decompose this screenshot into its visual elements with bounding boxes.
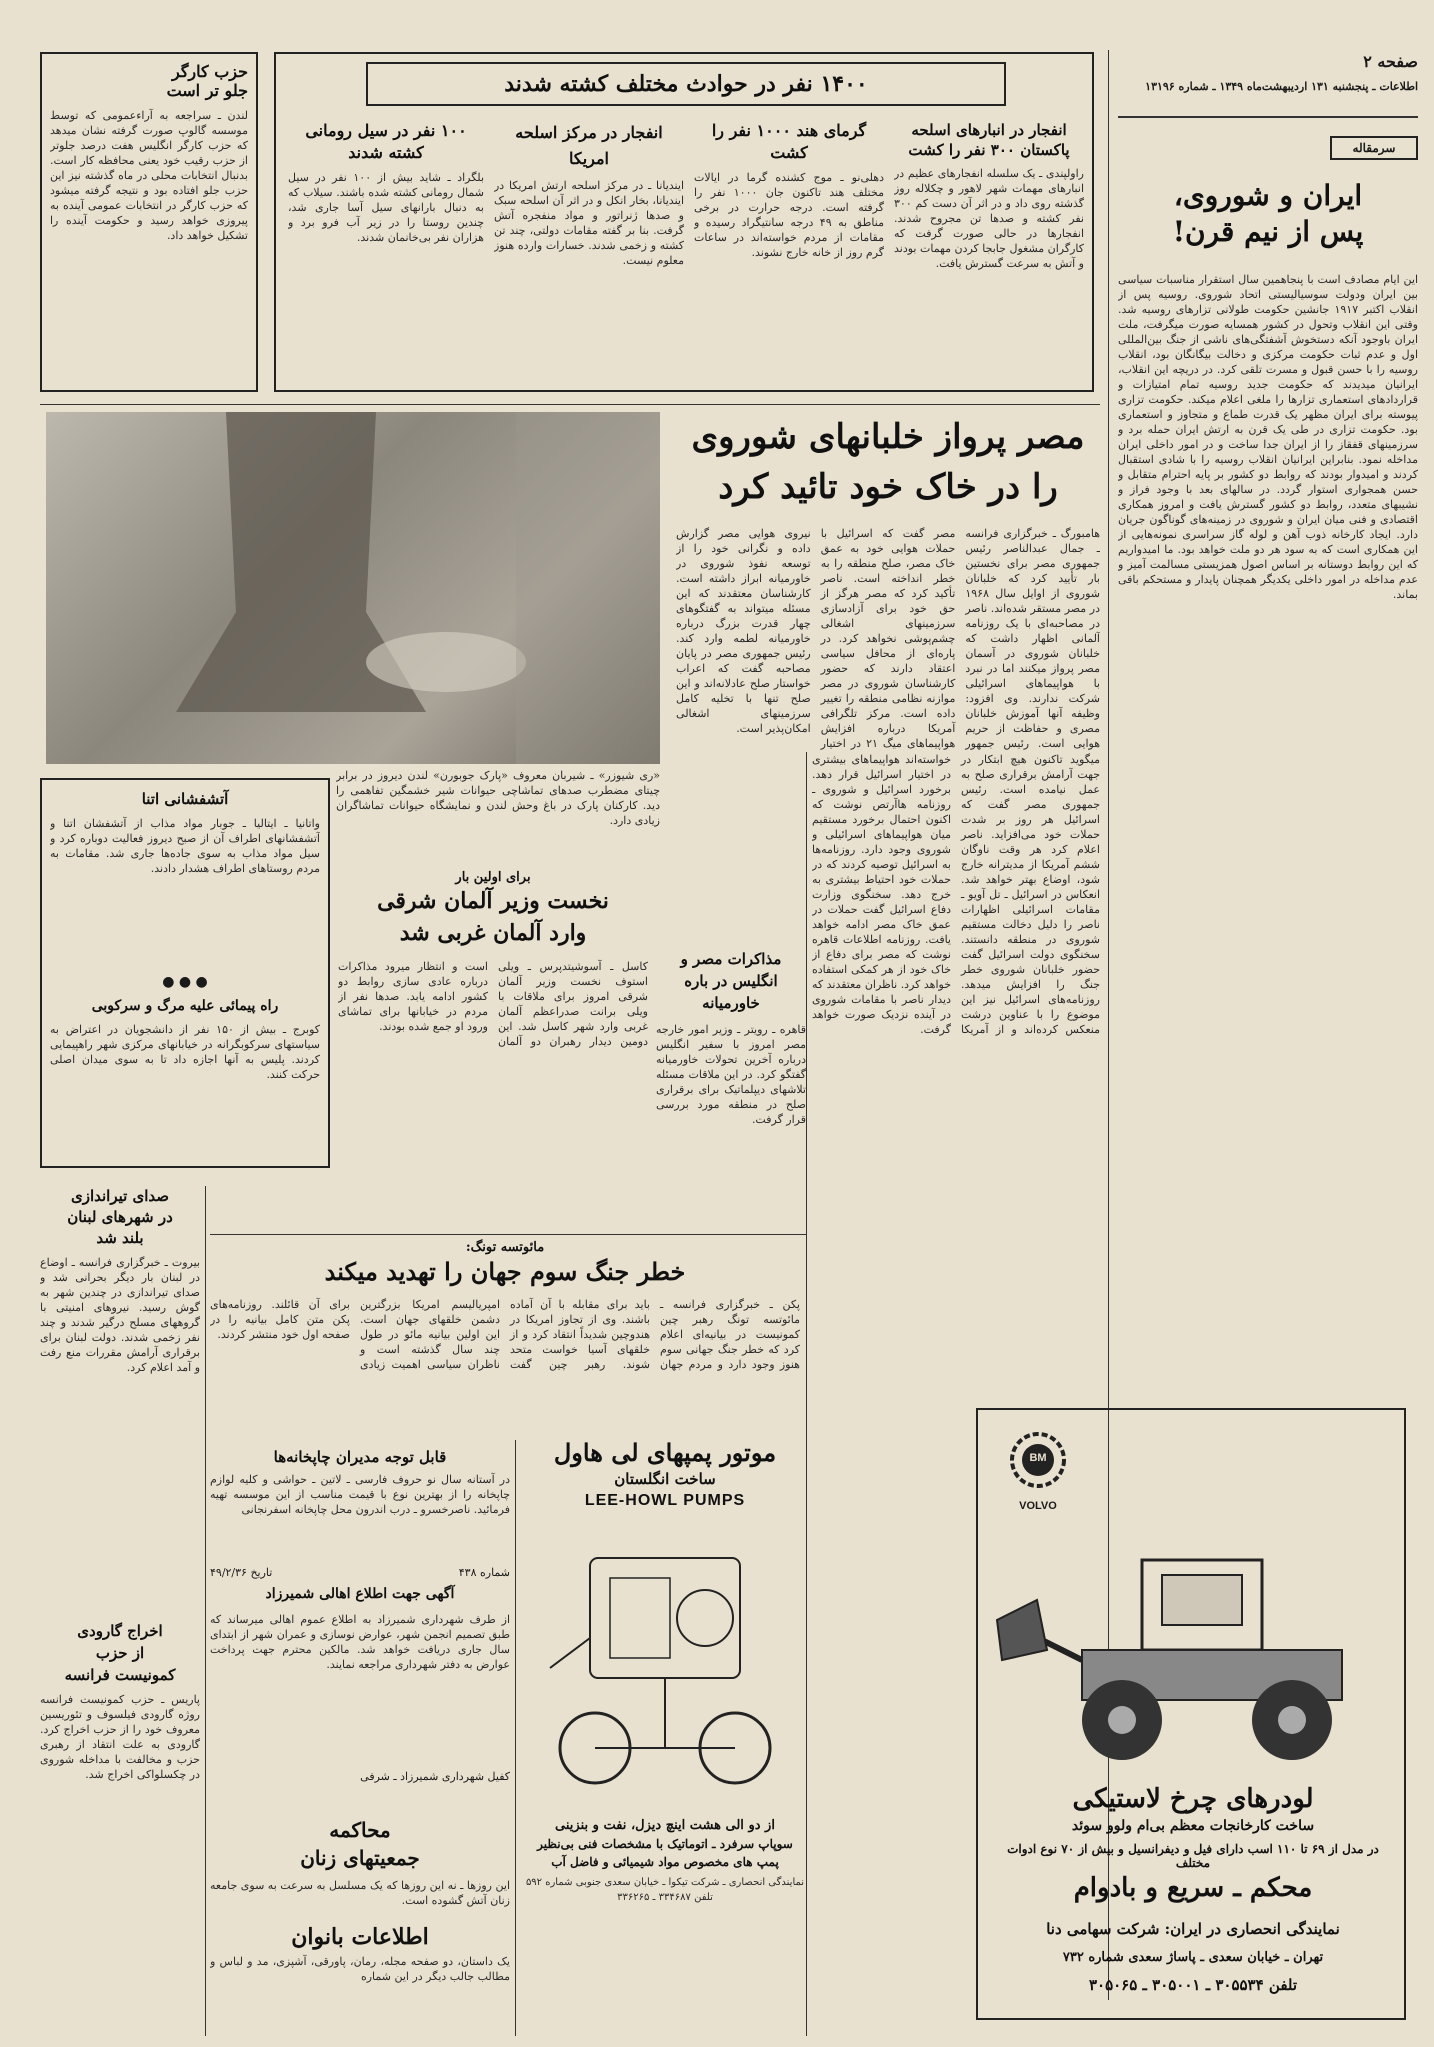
lebanon-body: بیروت ـ خبرگزاری فرانسه ـ اوضاع در لبنان بار دیگر بحرانی شد و صدای تیراندازی در چندین شهر به گوش رسید. نیروهای امنیتی با گروههای مسلح درگیر شدند و چند نفر زخمی شدند. دولت لبنان برای برقراری آرامش مقررات منع رفت و آمد اعلام کرد. — [40, 1256, 200, 1374]
story-3-body: ایندیانا ـ در مرکز اسلحه ارتش امریکا در ایندیانا، بخار انکل و در اثر آن اسلحه سبک و صدها ژنراتور و مواد منفجره آتش گرفت. بنا بر گفته مقامات دولتی، چند تن کشته و زخمی شدند. خسارات وارده هنوز معلوم نیست. — [494, 179, 684, 267]
loader-slogan: محکم ـ سریع و بادوام — [1073, 1873, 1313, 1903]
labour-title-line1: حزب کارگر — [171, 62, 248, 81]
garaudy-title-line1: اخراج گارودی — [77, 1622, 163, 1640]
loader-subtitle: ساخت کارخانجات معظم بی‌ام ولوو سوئد — [1071, 1818, 1315, 1834]
editorial — [1118, 122, 1418, 1282]
masthead — [1118, 52, 1418, 112]
loader-illustration — [992, 1510, 1392, 1770]
banovan-body: یک داستان، دو صفحه مجله، رمان، پاورقی، آشپزی، مد و لباس و مطالب جالب دیگر در این شماره — [210, 1955, 510, 1983]
volcano-box — [40, 778, 330, 1168]
story-1-title: انفجار در انبارهای اسلحه پاکستان ۳۰۰ نفر را کشت — [908, 121, 1070, 159]
notice-number: شماره ۴۳۸ — [458, 1566, 510, 1579]
rule-5 — [40, 404, 1100, 405]
women-title-line1: محاکمه — [329, 1818, 391, 1842]
germany-body: کاسل ـ آسوشیتدپرس ـ ویلی استوف نخست وزیر آلمان شرقی امروز برای ملاقات با ویلی برانت صدراعظم آلمان غربی وارد شهر کاسل شد. این دومین دیدار رهبران دو آلمان است و انتظار میرود مذاکرات درباره عادی سازی روابط دو کشور ادامه یابد. صدها نفر از مردم در خیابانها برای تماشای ورود او جمع شده بودند. — [338, 960, 648, 1048]
lebanon-title-line3: بلند شد — [96, 1229, 144, 1247]
banner-story-1 — [894, 120, 1084, 388]
masthead-rule — [1118, 116, 1418, 118]
march-body: کوبرج ـ بیش از ۱۵۰ نفر از دانشجویان در اعتراض به سیاستهای سرکوبگرانه در خیابانهای مرکزی شهر راهپیمایی کردند. پلیس به آنها اجازه داد تا به سوی میدان اصلی حرکت کنند. — [50, 1023, 320, 1081]
pump-english: LEE-HOWL PUMPS — [584, 1492, 746, 1509]
story-2-title: گرمای هند ۱۰۰۰ نفر را کشت — [711, 121, 867, 162]
volcano-body: واتانیا ـ ایتالیا ـ جوبار مواد مذاب از آتشفشان اتنا و آتشفشانهای اطراف آن از صبح دیروز فعالیت دوباره کرد و سیل مواد مذاب به سوی جاده‌ها جاری شد. مقامات به مردم روستاهای اطراف هشدار دادند. — [50, 817, 320, 875]
rule-2 — [515, 1440, 516, 2036]
garaudy-story — [40, 1620, 200, 2030]
shahmirzad-notice — [210, 1566, 510, 1806]
war-headline: خطر جنگ سوم جهان را تهدید میکند — [324, 1257, 686, 1286]
war-story — [210, 1240, 800, 1440]
pump-ad — [520, 1436, 810, 2026]
banner-story-4 — [288, 120, 484, 388]
pump-title: موتور پمپهای لی هاول — [553, 1438, 777, 1467]
separator-stars: ● ● ● — [162, 974, 208, 990]
printers-notice — [210, 1448, 510, 1558]
pump-line1: از دو الی هشت اینچ دیزل، نفت و بنزینی — [555, 1818, 775, 1833]
loader-ad — [976, 1408, 1406, 2020]
section-label-text: سرمقاله — [1352, 141, 1396, 155]
story-3-title: انفجار در مرکز اسلحه امریکا — [515, 123, 663, 168]
women-body: این روزها ـ نه این روزها که یک مسلسل به سرعت به سوی جامعه زنان آتش گشوده است. — [210, 1879, 510, 1907]
germany-title-line1: نخست وزیر آلمان شرقی — [377, 888, 609, 914]
garaudy-body: پاریس ـ حزب کمونیست فرانسه روژه گارودی فیلسوف و تئوریسین معروف خود را از حزب اخراج کرد. گارودی به علت انتقاد از رهبری حزب و مخالفت با مداخله شوروی در چکسلواکی اخراج شد. — [40, 1693, 200, 1781]
labour-body: لندن ـ سراجعه به آراءعمومی که توسط موسسه گالوپ صورت گرفته نشان میدهد که حزب کارگر انگلیس هفت درصد جلوتر از حزب رقیب خود یعنی محافظه کار است. بدنبال انتخابات محلی در ماه گذشته نیز این حزب جلو افتاده بود و نتیجه گرفته میشود که حزب کارگر در انتخابات عمومی آینده به پیروزی خواهد رسید و حکومت آینده را تشکیل خواهد داد. — [50, 109, 248, 242]
garaudy-title-line3: کمونیست فرانسه — [64, 1666, 176, 1684]
loader-models: در مدل از ۶۹ تا ۱۱۰ اسب دارای فیل و دیفرانسیل و بیش از ۷۰ نوع ادوات مختلف — [1007, 1842, 1379, 1870]
germany-story — [338, 870, 648, 1230]
main-headline-line1: مصر پرواز خلبانهای شوروی — [691, 417, 1085, 457]
rule-1 — [205, 1186, 206, 2036]
volcano-title: آتشفشانی اتنا — [141, 790, 229, 808]
story-4-title: ۱۰۰ نفر در سیل رومانی کشته شدند — [305, 121, 467, 162]
lebanon-story — [40, 1186, 200, 1606]
story-1-body: راولپندی ـ یک سلسله انفجارهای عظیم در انبارهای مهمات شهر لاهور و چکلاله روز گذشته روی داد و در اثر آن دست کم ۳۰۰ نفر کشته و صدها تن مجروح شدند. انفجارها در حالی صورت گرفت که کارگران مشغول جابجا کردن مهمات بودند و آتش به سرعت گسترش یافت. — [894, 167, 1084, 270]
pump-line3: پمپ های مخصوص مواد شیمیائی و فاضل آب — [551, 1855, 779, 1869]
germany-title-line2: وارد آلمان غربی شد — [399, 920, 587, 946]
printers-body: در آستانه سال نو حروف فارسی ـ لاتین ـ حواشی و کلیه لوازم چاپخانه را از بهترین نوع با قیمت مناسب از این موسسه تهیه فرمائید. ناصرخسرو ـ درب اندرون محل چاپخانه اسفرنجانی — [210, 1473, 510, 1516]
egypt-uk-title-line3: خاورمیانه — [702, 994, 760, 1012]
cheetah-photo — [46, 412, 660, 764]
garaudy-title-line2: از حزب — [95, 1644, 145, 1662]
logo-bm-text: BM — [1029, 1452, 1047, 1464]
story-2-body: دهلی‌نو ـ موج کشنده گرما در ایالات مختلف هند تاکنون جان ۱۰۰۰ نفر را گرفته است. درجه حرارت در برخی مناطق به ۴۹ درجه سانتیگراد رسیده و مقامات از مردم خواسته‌اند در ساعات گرم روز از خانه خارج نشوند. — [694, 171, 884, 259]
notice-title: آگهی جهت اطلاع اهالی شمیرزاد — [265, 1586, 455, 1602]
main-story-body: هامبورگ ـ خبرگزاری فرانسه ـ جمال عبدالناصر رئیس جمهوری مصر برای نخستین بار تأیید کرد که خلبانان شوروی از اوایل سال ۱۹۶۸ در مصر مستقر شده‌اند. ناصر در مصاحبه‌ای با یک روزنامه آلمانی اظهار داشت که خلبانان شوروی در آسمان مصر پرواز میکنند اما در نبرد با هواپیماهای اسرائیلی شرکت ندارند. وی افزود: وظیفه آنها آموزش خلبانان مصری و حفاظت از حریم هوایی است. رئیس جمهور مصر گفت که اسرائیل با حملات هوایی خود به عمق خاک مصر، صلح منطقه را به خطر انداخته است. ناصر تأکید کرد که مصر هرگز از حق خود برای آزادسازی سرزمینهای اشغالی چشم‌پوشی نخواهد کرد. در پاره‌ای از محافل سیاسی اعتقاد دارند که حضور کارشناسان شوروی در مصر موازنه نظامی منطقه را تغییر داده است. مرکز تلگرافی آمریکا درباره افزایش هواپیماهای میگ ۲۱ در اختیار نیروی هوایی مصر گزارش داده و نگرانی خود را از توسعه نفوذ شوروی در خاورمیانه ابراز داشته است. کارشناسان معتقدند که این مسئله میتواند به گفتگوهای چهار قدرت بزرگ درباره خاورمیانه لطمه وارد کند. رئیس جمهوری مصر در پایان مصاحبه گفت که اعراب خواستار صلح عادلانه‌اند و این صلح تنها با تخلیه کامل سرزمینهای اشغالی امکان‌پذیر است. — [676, 527, 1100, 750]
war-body: پکن ـ خبرگزاری فرانسه ـ مائوتسه تونگ رهبر چین کمونیست در بیانیه‌ای اعلام کرد که خطر جنگ جهانی سوم هنوز وجود دارد و مردم جهان باید برای مقابله با آن آماده باشند. وی از تجاوز امریکا در هندوچین شدیداً انتقاد کرد و از خلقهای آسیا خواست متحد شوند. رهبر چین گفت امپریالیسم امریکا بزرگترین دشمن خلقهای جهان است. این اولین بیانیه مائو در طول چند سال گذشته است و ناظران سیاسی اهمیت زیادی برای آن قائلند. روزنامه‌های پکن متن کامل بیانیه را در صفحه اول خود منتشر کردند. — [210, 1298, 800, 1371]
editorial-body: این ایام مصادف است با پنجاهمین سال استقرار مناسبات سیاسی بین ایران ودولت سوسیالیستی اتحاد شوروی. روسیه پس از انقلاب اکتبر ۱۹۱۷ جانشین حکومت طولانی تزارهای روسیه شد. وقتی این انقلاب وتحول در کشور همسایه صورت میگرفت، ملت ایران باوجود آنکه دستخوش آشفتگی‌های ناشی از جنگ بین‌المللی اول و عدم ثبات حکومت مرکزی و دخالت بیگانگان بود، انقلاب روسیه را با حسن قبول و مسرت تلقی کرد. در دریچه این انقلاب، ایرانیان میدیدند که حکومت جدید روسیه تمام امتیازات و قراردادهای استعماری تزارها را ملغی اعلام میکند. حکومت تزاری پیوسته برای ایران مظهر یک قدرت طماع و متجاوز و استعماری بود. حکومت تزاری در طی یک قرن به ارتش ایران حمله برد و سرزمینهای قفقاز را از ایران جدا ساخت و در امور داخلی ایران مداخله نمود. بنابراین ایرانیان انقلاب روسیه را با شادی استقبال کردند و امیدوار بودند که روابط دو کشور بر پایه احترام متقابل و حسن همجواری استوار گردد. در سالهای بعد با وجود فراز و نشیبهای متعدد، روابط دو کشور گسترش یافت و امروز همکاری اقتصادی و فنی میان ایران و شوروی در زمینه‌های گوناگون جریان دارد. ایجاد کارخانه ذوب آهن و لوله گاز سراسری نمونه‌هایی از این همکاری است که به سود هر دو ملت خواهد بود. ما امیدواریم که این روابط دوستانه بر اساس اصول همزیستی مسالمت آمیز و عدم مداخله در امور داخلی یکدیگر همچنان پایدار و مستحکم باقی بماند. — [1118, 273, 1418, 601]
pump-illustration — [520, 1518, 810, 1818]
labour-party-box — [40, 52, 258, 392]
israel-column: میگوید تاکنون هیچ ابتکار در جهت آرامش برقراری صلح به عمل نیامده است. رئیس جمهوری مصر گفت که اسرائیل هر روز بر شدت حملات خود می‌افزاید. ناصر اعلام کرد هر وقت ناوگان ششم آمریکا از مدیترانه خارج شود، اوضاع بهتر خواهد شد. انعکاس در اسرائیل ـ تل آویو ـ مقامات اسرائیلی اظهارات ناصر را دلیل دخالت مستقیم شوروی در منطقه دانستند. سخنگوی دولت اسرائیل گفت حضور خلبانان شوروی خطر جنگ را افزایش میدهد. روزنامه‌های اسرائیل نیز این موضوع را با عناوین درشت منعکس کرده‌اند و از آمریکا خواسته‌اند هواپیماهای بیشتری در اختیار اسرائیل قرار دهد. برخورد اسرائیل و شوروی ـ روزنامه هاآرتص نوشت که اکنون احتمال برخورد مستقیم میان هواپیماهای اسرائیلی و شوروی وجود دارد. روزنامه‌ها به اسرائیل توصیه کردند که در حملات خود احتیاط بیشتری به خرج دهد. سخنگوی وزارت دفاع اسرائیل گفت حملات در عمق خاک مصر ادامه خواهد یافت. روزنامه اطلاعات قاهره نوشت که مصر برای دفاع از خاک خود از هر کمکی استفاده خواهد کرد. ناظران معتقدند که دیدار ناصر با مقامات شوروی در آینده نزدیک صورت خواهد گرفت. — [812, 753, 1100, 1036]
egypt-uk-body: قاهره ـ رویتر ـ وزیر امور خارجه مصر امروز با سفیر انگلیس درباره آخرین تحولات خاورمیانه گفتگو کرد. در این ملاقات مسئله تلاشهای دیپلماتیک برای برقراری صلح در منطقه مورد بررسی قرار گرفت. — [656, 1023, 806, 1126]
march-title: راه پیمائی علیه مرگ و سرکوبی — [91, 998, 279, 1014]
loader-phone: تلفن ۳۰۵۵۳۴ ـ ۳۰۵۰۰۱ ـ ۳۰۵۰۶۵ — [1088, 1976, 1298, 1994]
pump-line2: سوپاپ سرفرد ـ اتوماتیک با مشخصات فنی بی‌نظیر — [537, 1837, 793, 1851]
page-label: صفحه ۲ — [1363, 52, 1418, 71]
banner-story-3 — [494, 120, 684, 388]
lebanon-title-line1: صدای تیراندازی — [70, 1187, 170, 1205]
tree-illustration — [46, 412, 660, 764]
egypt-uk-story — [656, 948, 806, 1248]
issue-line: اطلاعات ـ پنجشنبه ۱۳۱ اردیبهشت‌ماه ۱۳۴۹ ـ شماره ۱۳۱۹۶ — [1145, 80, 1418, 93]
loader-address: تهران ـ خیابان سعدی ـ پاساژ سعدی شماره ۷۳۲ — [1062, 1950, 1324, 1965]
photo-caption: «ری شیوزر» ـ شیربان معروف «پارک جوبورن» لندن دیروز در برابر چیتای مضطرب صدهای تماشاچی حیوانات شیر خشمگین تفاهمی را دید. کارکنان پارک در باغ وحش لندن و نمایشگاه حیوانات تماشاگران زیادی دارد. — [336, 769, 660, 827]
rule-4 — [210, 1234, 806, 1235]
banner-headline-box — [366, 62, 1006, 106]
editorial-section-label — [1330, 136, 1418, 160]
story-4-body: بلگراد ـ شاید بیش از ۱۰۰ نفر در سیل شمال رومانی کشته شده باشند. سیلاب که به دنبال بارانهای سیل آسا جاری شد، چندین روستا را در زیر آب فرو برد و هزاران نفر بی‌خانمان شدند. — [288, 171, 484, 244]
notice-body: از طرف شهرداری شمیرزاد به اطلاع عموم اهالی میرساند که طبق تصمیم انجمن شهر، عوارض نوسازی و عمران شهر از ابتدای سال جاری دریافت خواهد شد. مالکین محترم جهت پرداخت عوارض به دفتر شهرداری مراجعه نمایند. — [210, 1613, 510, 1671]
editorial-title-line1: ایران و شوروی، — [1173, 179, 1363, 212]
germany-kicker: برای اولین بار — [455, 870, 531, 885]
loader-title: لودرهای چرخ لاستیکی — [1072, 1784, 1314, 1814]
logo-volvo-text: VOLVO — [1019, 1500, 1057, 1512]
top-banner — [274, 52, 1094, 392]
editorial-title-line2: پس از نیم قرن! — [1172, 215, 1364, 248]
labour-title-line2: جلو تر است — [166, 81, 248, 100]
editorial-title — [1118, 178, 1418, 250]
women-story — [210, 1816, 510, 2036]
banner-headline: ۱۴۰۰ نفر در حوادث مختلف کشته شدند — [504, 71, 868, 97]
banovan-brand: اطلاعات بانوان — [291, 1924, 429, 1950]
loader-rep: نمایندگی انحصاری در ایران: شرکت سهامی دنا — [1046, 1920, 1340, 1938]
banner-story-2 — [694, 120, 884, 388]
main-headline-line2: را در خاک خود تائید کرد — [718, 467, 1058, 507]
pump-contact: نمایندگی انحصاری ـ شرکت تیکوا ـ خیابان سعدی جنوبی شماره ۵۹۲ تلفن ۳۳۴۶۸۷ ـ ۳۳۶۲۶۵ — [525, 1877, 805, 1903]
notice-signature: کفیل شهرداری شمیرزاد ـ شرفی — [360, 1770, 510, 1783]
printers-title: قابل توجه مدیران چاپخانه‌ها — [273, 1448, 447, 1466]
war-kicker: مائوتسه تونگ: — [465, 1240, 545, 1255]
lebanon-title-line2: در شهرهای لبنان — [67, 1208, 173, 1226]
egypt-uk-title-line1: مذاکرات مصر و — [680, 950, 782, 968]
notice-date: تاریخ ۴۹/۲/۳۶ — [210, 1566, 273, 1579]
women-title-line2: جمعیتهای زنان — [300, 1846, 420, 1870]
egypt-uk-title-line2: انگلیس در باره — [684, 972, 778, 990]
pump-subtitle: ساخت انگلستان — [614, 1470, 716, 1488]
rule-3 — [806, 752, 807, 2036]
